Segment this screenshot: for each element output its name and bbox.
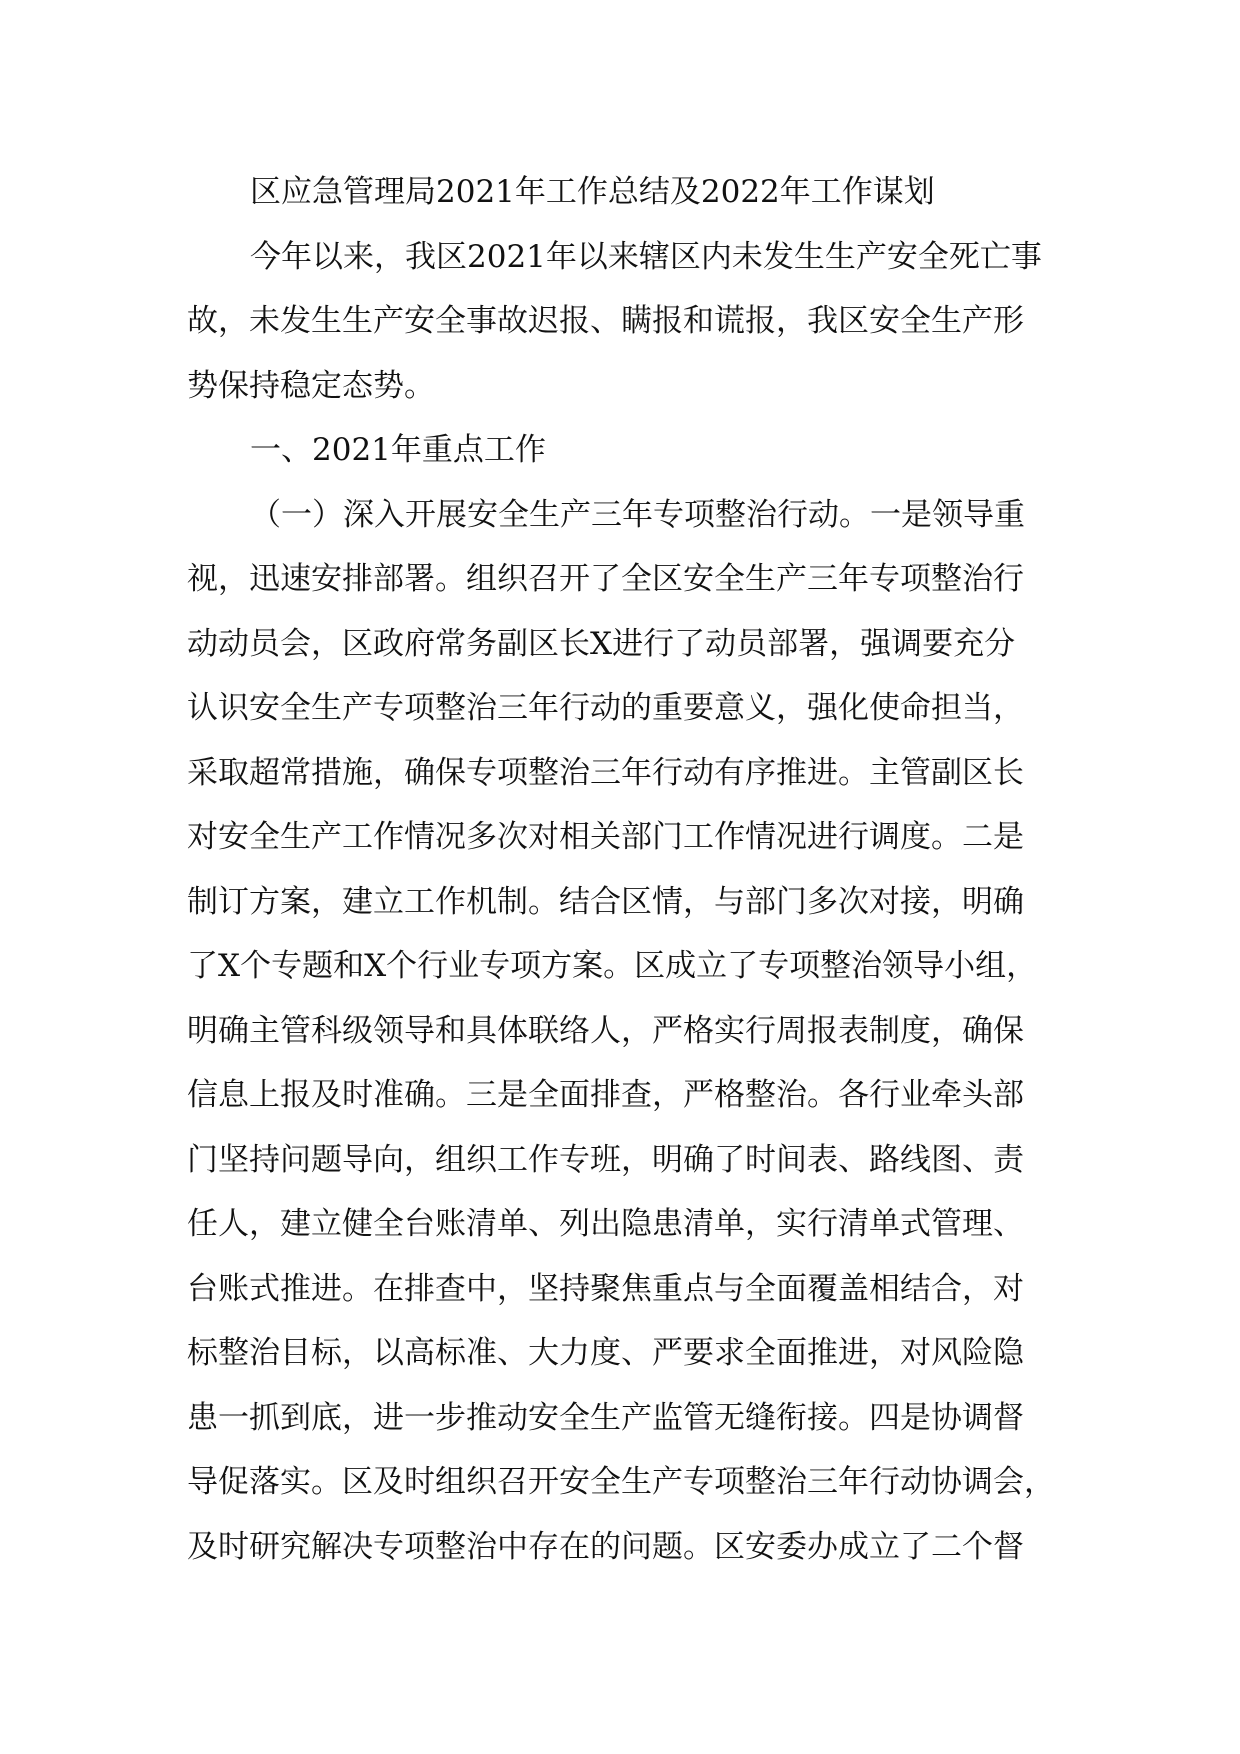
paragraph-line: 导促落实。区及时组织召开安全生产专项整治三年行动协调会， — [187, 1464, 1055, 1500]
paragraph-line: 今年以来，我区2021年以来辖区内未发生生产安全死亡事 — [250, 238, 1042, 275]
paragraph-line: 及时研究解决专项整治中存在的问题。区安委办成立了二个督 — [187, 1528, 1024, 1565]
paragraph-line: 患一抓到底，进一步推动安全生产监管无缝衔接。四是协调督 — [187, 1399, 1024, 1436]
paragraph-line: 故，未发生生产安全事故迟报、瞒报和谎报，我区安全生产形 — [187, 303, 1024, 339]
paragraph-line: 势保持稳定态势。 — [187, 367, 435, 404]
paragraph-line: 门坚持问题导向，组织工作专班，明确了时间表、路线图、责 — [187, 1141, 1024, 1178]
paragraph-line: 任人，建立健全台账清单、列出隐患清单，实行清单式管理、 — [187, 1206, 1024, 1242]
paragraph-line: 认识安全生产专项整治三年行动的重要意义，强化使命担当， — [187, 690, 1024, 726]
paragraph-line: 动动员会，区政府常务副区长X进行了动员部署，强调要充分 — [187, 625, 1016, 662]
section-heading: 一、2021年重点工作 — [250, 432, 546, 468]
paragraph-line: 台账式推进。在排查中，坚持聚焦重点与全面覆盖相结合，对 — [187, 1270, 1024, 1307]
paragraph-line: 标整治目标，以高标准、大力度、严要求全面推进，对风险隐 — [187, 1335, 1024, 1371]
paragraph-line: 信息上报及时准确。三是全面排查，严格整治。各行业牵头部 — [187, 1077, 1024, 1113]
document-title: 区应急管理局2021年工作总结及2022年工作谋划 — [250, 174, 935, 210]
document-body — [187, 160, 1067, 1579]
paragraph-line: 明确主管科级领导和具体联络人，严格实行周报表制度，确保 — [187, 1012, 1024, 1049]
paragraph-line: 视，迅速安排部署。组织召开了全区安全生产三年专项整治行 — [187, 561, 1024, 597]
paragraph-line: 采取超常措施，确保专项整治三年行动有序推进。主管副区长 — [187, 754, 1024, 791]
paragraph-line: 了X个专题和X个行业专项方案。区成立了专项整治领导小组， — [187, 948, 1038, 984]
paragraph-line: 制订方案，建立工作机制。结合区情，与部门多次对接，明确 — [187, 883, 1024, 920]
paragraph-line: （一）深入开展安全生产三年专项整治行动。一是领导重 — [250, 496, 1025, 533]
paragraph-line: 对安全生产工作情况多次对相关部门工作情况进行调度。二是 — [187, 819, 1024, 855]
